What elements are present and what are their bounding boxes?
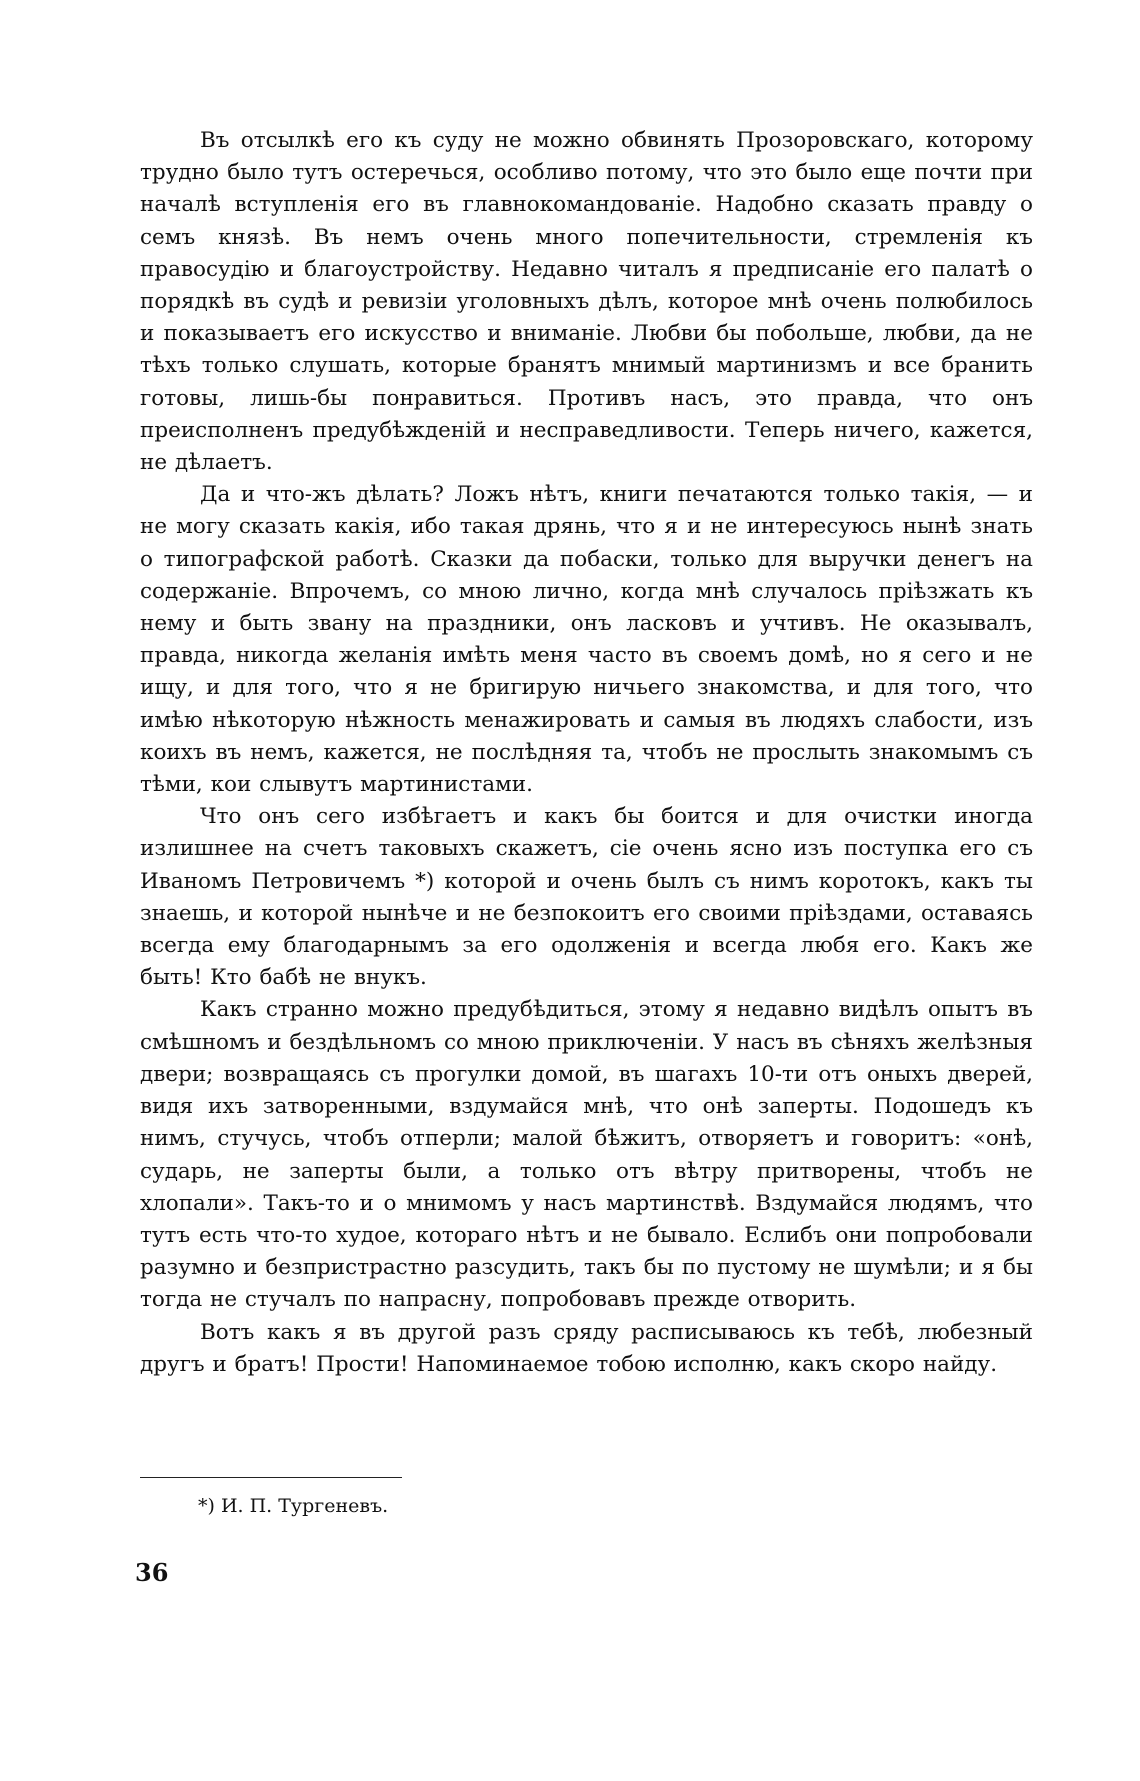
page-number: 36 <box>135 1558 169 1587</box>
paragraph-3: Что онъ сего избѣгаетъ и какъ бы боится и для очистки иногда излишнее на счетъ таковыхъ скажетъ, сіе очень ясно изъ поступка его съ Иваномъ Петровичемъ *) которой и очень былъ съ нимъ коротокъ, какъ ты знаешь, и которой нынѣче и не безпокоитъ его своими пріѣздами, оставаясь всегда ему благодарнымъ за его одолженія и всегда любя его. Какъ же быть! Кто бабѣ не внукъ. <box>140 804 1033 991</box>
paragraph-5: Вотъ какъ я въ другой разъ сряду расписываюсь къ тебѣ, любезный другъ и братъ! Прости! Напоминаемое тобою исполню, какъ скоро найду. <box>140 1319 1033 1377</box>
paragraph-1: Въ отсылкѣ его къ суду не можно обвинять Прозоровскаго, которому трудно было тутъ остеречься, особливо потому, что это было еще почти при началѣ вступленія его въ главнокомандованіе. Надобно сказать правду о семъ князѣ. Въ немъ очень много попечительности, стремленія къ правосудію и благоустройству. Недавно читалъ я предписаніе его палатѣ о порядкѣ въ судѣ и ревизіи уголовныхъ дѣлъ, которое мнѣ очень полюбилось и показываетъ его искусство и вниманіе. Любви бы побольше, любви, да не тѣхъ только слушать, которые бранятъ мнимый мартинизмъ и все бранить готовы, лишь-бы понравиться. Противъ насъ, это правда, что онъ преисполненъ предубѣжденій и несправедливости. Теперь ничего, кажется, не дѣлаетъ. <box>140 128 1033 476</box>
main-text <box>140 125 1033 1381</box>
footnote: *) И. П. Тургеневъ. <box>198 1495 389 1517</box>
paragraph-4: Какъ странно можно предубѣдиться, этому я недавно видѣлъ опытъ въ смѣшномъ и бездѣльномъ со мною приключеніи. У насъ въ сѣняхъ желѣзныя двери; возвращаясь съ прогулки домой, въ шагахъ 10-ти отъ оныхъ дверей, видя ихъ затворенными, вздумайся мнѣ, что онѣ заперты. Подошедъ къ нимъ, стучусь, чтобъ отперли; малой бѣжитъ, отворяетъ и говоритъ: «онѣ, сударь, не заперты были, а только отъ вѣтру притворены, чтобъ не хлопали». Такъ-то и о мнимомъ у насъ мартинствѣ. Вздумайся людямъ, что тутъ есть что-то худое, котораго нѣтъ и не бывало. Еслибъ они попробовали разумно и безпристрастно разсудить, такъ бы по пустому не шумѣли; и я бы тогда не стучалъ по напрасну, попробовавъ прежде отворить. <box>140 997 1033 1313</box>
footnote-divider <box>140 1477 402 1478</box>
paragraph-2: Да и что-жъ дѣлать? Ложъ нѣтъ, книги печатаются только такія, — и не могу сказать какія, ибо такая дрянь, что я и не интересуюсь нынѣ знать о типографской работѣ. Сказки да побаски, только для выручки денегъ на содержаніе. Впрочемъ, со мною лично, когда мнѣ случалось пріѣзжать къ нему и быть звану на праздники, онъ ласковъ и учтивъ. Не оказывалъ, правда, никогда желанія имѣть меня часто въ своемъ домѣ, но я сего и не ищу, и для того, что я не бригирую ничьего знакомства, и для того, что имѣю нѣкоторую нѣжность менажировать и самыя въ людяхъ слабости, изъ коихъ въ немъ, кажется, не послѣдняя та, чтобъ не прослыть знакомымъ съ тѣми, кои слывутъ мартинистами. <box>140 482 1033 798</box>
